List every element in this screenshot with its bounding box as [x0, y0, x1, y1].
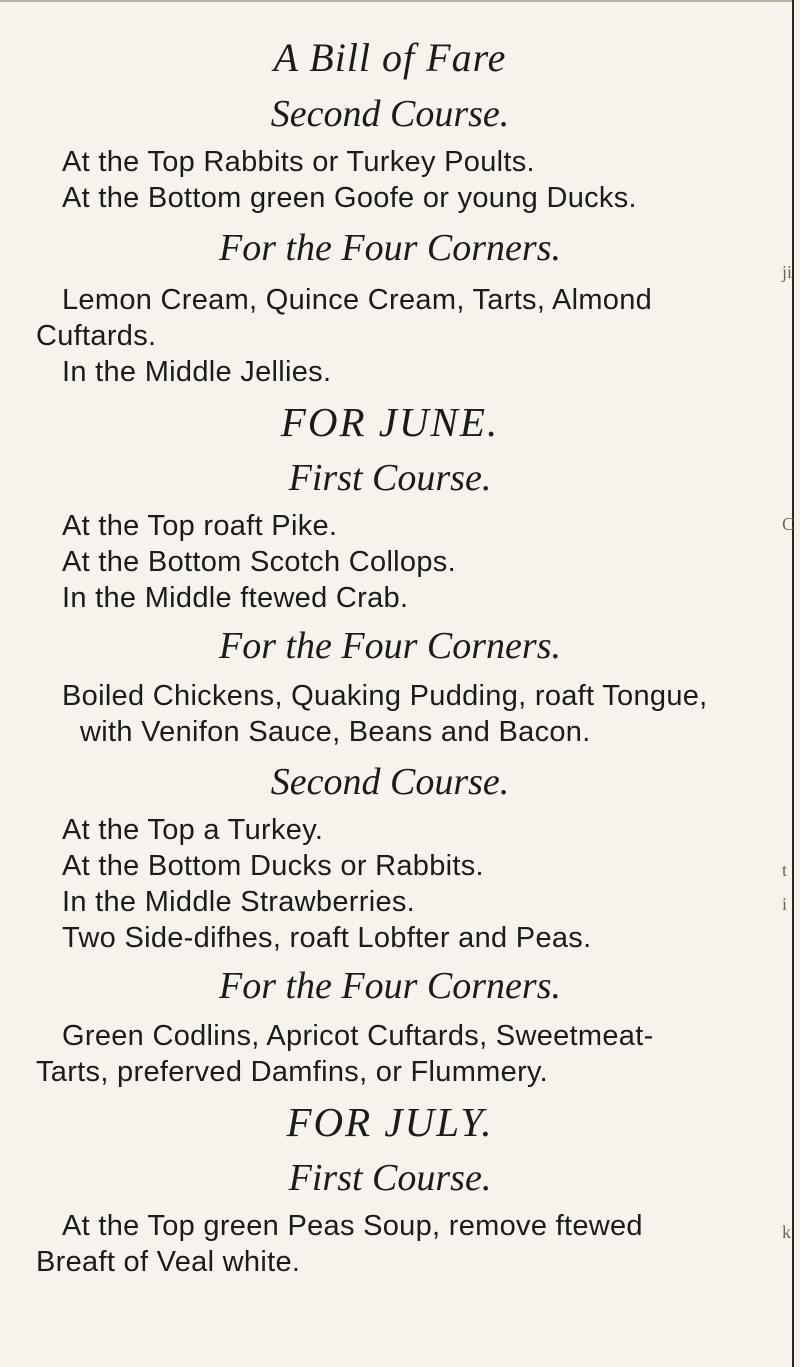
- margin-bleed-text: i: [782, 894, 788, 914]
- text-line: Green Codlins, Apricot Cuftards, Sweetmeat-: [62, 1020, 654, 1052]
- text-line: In the Middle ftewed Crab.: [62, 582, 409, 614]
- text-line: Cuftards.: [36, 320, 157, 352]
- text-line: In the Middle Strawberries.: [62, 886, 416, 918]
- heading-first-course: First Course.: [288, 457, 492, 499]
- heading-first-course: First Course.: [288, 1157, 492, 1199]
- text-line: with Venifon Sauce, Beans and Bacon.: [80, 716, 591, 748]
- page-edge-rule: [792, 0, 794, 1367]
- text-line: In the Middle Jellies.: [62, 356, 332, 388]
- margin-bleed-text: t: [782, 860, 788, 880]
- heading-month-june: FOR JUNE.: [280, 399, 500, 445]
- top-rule: [0, 0, 792, 2]
- text-line: Boiled Chickens, Quaking Pudding, roaft Tongue,: [62, 680, 708, 712]
- text-line: Tarts, preferved Damfins, or Flummery.: [36, 1056, 549, 1088]
- text-line: At the Bottom green Goofe or young Ducks.: [62, 182, 637, 214]
- margin-bleed-text: C: [782, 514, 795, 534]
- heading-four-corners: For the Four Corners.: [219, 965, 561, 1007]
- heading-second-course: Second Course.: [270, 93, 510, 135]
- heading-second-course: Second Course.: [270, 761, 510, 803]
- text-line: At the Bottom Ducks or Rabbits.: [62, 850, 484, 882]
- margin-bleed-text: ji: [782, 262, 793, 282]
- text-line: At the Top green Peas Soup, remove ftewed: [62, 1210, 643, 1242]
- heading-four-corners: For the Four Corners.: [219, 227, 561, 269]
- margin-bleed-text: k: [782, 1222, 791, 1242]
- text-line: Breaft of Veal white.: [36, 1246, 301, 1278]
- text-line: Two Side-difhes, roaft Lobfter and Peas.: [62, 922, 592, 954]
- heading-four-corners: For the Four Corners.: [219, 625, 561, 667]
- heading-month-july: FOR JULY.: [286, 1099, 494, 1145]
- text-line: Lemon Cream, Quince Cream, Tarts, Almond: [62, 284, 653, 316]
- text-line: At the Top Rabbits or Turkey Poults.: [62, 146, 535, 178]
- text-line: At the Top a Turkey.: [62, 814, 324, 846]
- running-head: A Bill of Fare: [273, 35, 507, 80]
- text-line: At the Bottom Scotch Collops.: [62, 546, 456, 578]
- text-line: At the Top roaft Pike.: [62, 510, 338, 542]
